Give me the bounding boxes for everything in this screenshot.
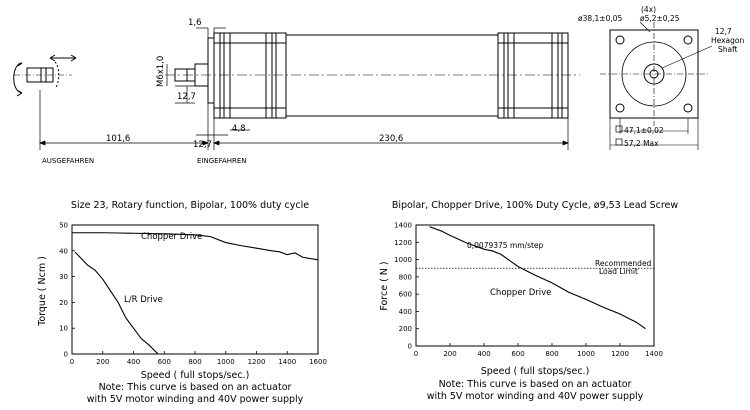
series-label-lr: L/R Drive bbox=[124, 295, 163, 305]
rear-end-cap bbox=[498, 33, 568, 118]
plot-frame bbox=[72, 225, 318, 354]
x-tick-label: 200 bbox=[443, 350, 457, 358]
front-motor-stack bbox=[214, 33, 286, 118]
rotation-symbol bbox=[14, 55, 76, 96]
x-tick-label: 1200 bbox=[247, 358, 266, 366]
x-axis-label: Speed ( full stops/sec.) bbox=[140, 370, 250, 381]
hex-label-2: Shaft bbox=[718, 45, 738, 54]
dim-101-6: 101,6 bbox=[106, 134, 131, 144]
y-tick-labels bbox=[59, 222, 75, 359]
series-lines bbox=[72, 233, 318, 354]
x-tick-label: 1400 bbox=[278, 358, 297, 366]
series-label-chopper: Chopper Drive bbox=[490, 288, 552, 298]
y-tick-label: 0 bbox=[63, 350, 68, 359]
y-tick-label: 400 bbox=[398, 307, 412, 316]
dimension-lines bbox=[40, 28, 568, 150]
y-tick-label: 1400 bbox=[394, 221, 412, 230]
square-in-dim: 47,1±0,02 bbox=[624, 126, 664, 135]
hole-count: (4x) bbox=[641, 5, 657, 14]
x-tick-label: 1400 bbox=[645, 350, 663, 358]
force-chart bbox=[379, 200, 678, 402]
dim-1-6: 1,6 bbox=[188, 18, 202, 28]
end-view-labels bbox=[578, 5, 745, 148]
x-tick-label: 600 bbox=[511, 350, 525, 358]
x-tick-label: 800 bbox=[545, 350, 559, 358]
y-tick-label: 40 bbox=[59, 247, 68, 256]
label-extended: AUSGEFAHREN bbox=[42, 157, 95, 165]
x-tick-label: 1600 bbox=[309, 358, 327, 366]
y-tick-labels bbox=[394, 222, 419, 351]
note-line-2: with 5V motor winding and 40V power supply bbox=[426, 391, 644, 402]
y-axis-label: Force ( N ) bbox=[379, 261, 390, 311]
x-tick-label: 1000 bbox=[577, 350, 595, 358]
annotation-recommended: Recommended bbox=[595, 259, 652, 268]
x-tick-label: 800 bbox=[188, 358, 202, 366]
y-tick-label: 800 bbox=[398, 273, 412, 282]
y-axis-label: Torque ( Ncm ) bbox=[37, 256, 48, 326]
y-tick-label: 30 bbox=[59, 273, 68, 282]
dim-4-8: 4,8 bbox=[232, 124, 246, 134]
y-tick-label: 0 bbox=[407, 342, 412, 351]
y-tick-label: 50 bbox=[59, 221, 68, 230]
x-tick-label: 400 bbox=[477, 350, 491, 358]
side-view-drawing bbox=[14, 28, 580, 150]
dim-12-7-left: 12,7 bbox=[177, 92, 196, 102]
x-tick-labels bbox=[70, 351, 327, 366]
y-tick-label: 600 bbox=[398, 290, 412, 299]
y-tick-label: 1200 bbox=[394, 238, 412, 247]
y-tick-label: 200 bbox=[398, 325, 412, 334]
annotation-load-limit: Load Limit bbox=[599, 267, 638, 276]
chart-title: Bipolar, Chopper Drive, 100% Duty Cycle, ø9,53 Lead Screw bbox=[391, 200, 679, 211]
y-tick-label: 20 bbox=[59, 298, 68, 307]
series-label-chopper: Chopper Drive bbox=[141, 232, 203, 242]
hex-size-dim: 12,7 bbox=[715, 27, 732, 36]
y-tick-label: 1000 bbox=[394, 256, 412, 265]
tube-body bbox=[286, 35, 498, 116]
dim-thread: M6x1,0 bbox=[156, 55, 166, 87]
square-out-dim: 57,2 Max bbox=[624, 139, 659, 148]
flange bbox=[208, 38, 214, 103]
x-tick-label: 1200 bbox=[611, 350, 629, 358]
chart-title: Size 23, Rotary function, Bipolar, 100% duty cycle bbox=[70, 200, 310, 211]
label-retracted: EINGEFAHREN bbox=[197, 157, 247, 165]
x-tick-label: 600 bbox=[157, 358, 171, 366]
note-line-1: Note: This curve is based on an actuator bbox=[98, 382, 292, 393]
hex-label-1: Hexagon bbox=[711, 36, 745, 45]
note-line-1: Note: This curve is based on an actuator bbox=[438, 379, 632, 390]
annotation-step: 0,0079375 mm/step bbox=[467, 241, 544, 250]
x-tick-labels bbox=[414, 343, 663, 358]
x-axis-label: Speed ( full stops/sec.) bbox=[480, 366, 590, 377]
y-tick-label: 10 bbox=[59, 324, 68, 333]
square-symbol bbox=[616, 139, 622, 145]
x-tick-label: 1000 bbox=[216, 358, 235, 366]
x-tick-label: 400 bbox=[126, 358, 141, 366]
bolt-circle-dim: ø38,1±0,05 bbox=[578, 14, 623, 23]
x-tick-label: 200 bbox=[96, 358, 110, 366]
dim-12-7-bottom: 12,7 bbox=[193, 140, 212, 150]
dim-230-6: 230,6 bbox=[379, 134, 404, 144]
x-tick-label: 0 bbox=[413, 350, 419, 358]
hole-diameter-dim: ø5,2±0,25 bbox=[640, 14, 680, 23]
note-line-2: with 5V motor winding and 40V power supply bbox=[86, 394, 304, 405]
x-tick-label: 0 bbox=[69, 358, 75, 366]
torque-chart bbox=[37, 200, 327, 405]
